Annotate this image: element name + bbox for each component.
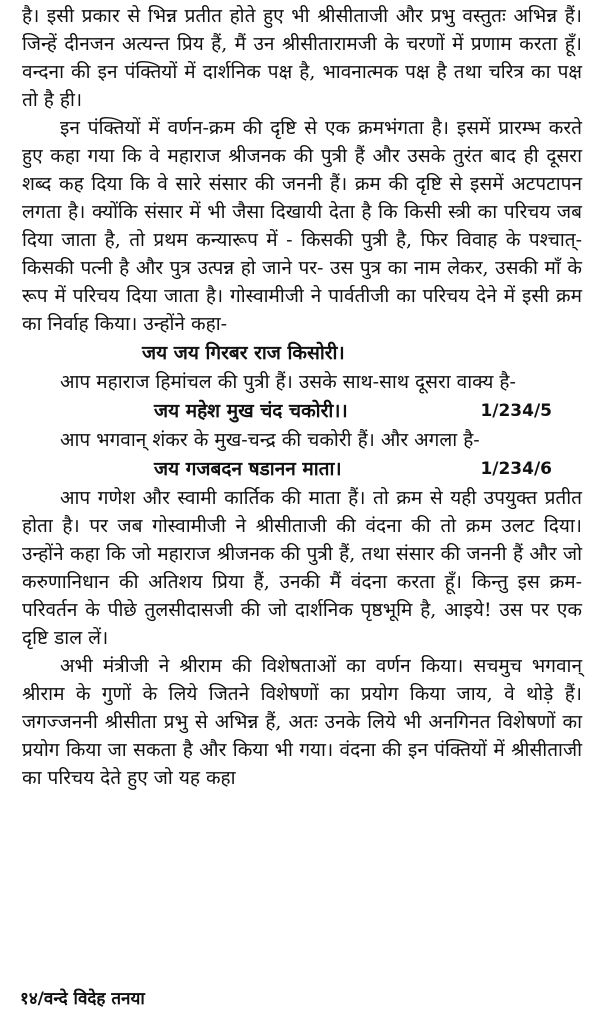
page-body	[22, 2, 582, 792]
verse-2-text: जय महेश मुख चंद चकोरी।।	[154, 400, 348, 422]
verse-2-reference: 1/234/5	[480, 401, 552, 421]
verse-3-text: जय गजबदन षडानन माता।	[154, 458, 342, 480]
paragraph-1: है। इसी प्रकार से भिन्न प्रतीत होते हुए भी श्रीसीताजी और प्रभु वस्तुतः अभिन्न हैं। जिन्हें दीनजन अत्यन्त प्रिय हैं, मैं उन श्रीसीतारामजी के चरणों में प्रणाम करता हूँ। वन्दना की इन पंक्तियों में दार्शनिक पक्ष है, भावनात्मक पक्ष है तथा चरित्र का पक्ष तो है ही।	[22, 5, 582, 111]
verse-3-reference: 1/234/6	[480, 459, 552, 479]
verse-1	[22, 338, 582, 368]
verse-1-text: जय जय गिरबर राज किसोरी।	[142, 342, 345, 364]
paragraph-4: आप भगवान् शंकर के मुख-चन्द्र की चकोरी हैं। और अगला है-	[60, 429, 480, 451]
verse-3	[22, 454, 582, 484]
paragraph-2: इन पंक्तियों में वर्णन-क्रम की दृष्टि से एक क्रमभंगता है। इसमें प्रारम्भ करते हुए कहा गया कि वे महाराज श्रीजनक की पुत्री हैं और उसके तुरंत बाद ही दूसरा शब्द कह दिया कि वे सारे संसार की जननी हैं। क्रम की दृष्टि से इसमें अटपटापन लगता है। क्योंकि संसार में भी जैसा दिखायी देता है कि किसी स्त्री का परिचय जब दिया जाता है, तो प्रथम कन्यारूप में - किसकी पुत्री है, फिर विवाह के पश्चात्- किसकी पत्नी है और पुत्र उत्पन्न हो जाने पर- उस पुत्र का नाम लेकर, उसकी माँ के रूप में परिचय दिया जाता है। गोस्वामीजी ने पार्वतीजी का परिचय देने में इसी क्रम का निर्वाह किया। उन्होंने कहा-	[22, 117, 582, 335]
verse-2	[22, 396, 582, 426]
paragraph-5: आप गणेश और स्वामी कार्तिक की माता हैं। तो क्रम से यही उपयुक्त प्रतीत होता है। पर जब गोस्वामीजी ने श्रीसीताजी की वंदना की तो क्रम उलट दिया। उन्होंने कहा कि जो महाराज श्रीजनक की पुत्री हैं, तथा संसार की जननी हैं और जो करुणानिधान की अतिशय प्रिया हैं, उनकी मैं वंदना करता हूँ। किन्तु इस क्रम-परिवर्तन के पीछे तुलसीदासजी की जो दार्शनिक पृष्ठभूमि है, आइये! उस पर एक दृष्टि डाल लें।	[22, 487, 582, 649]
paragraph-3: आप महाराज हिमांचल की पुत्री हैं। उसके साथ-साथ दूसरा वाक्य है-	[60, 371, 516, 393]
page-footer: १४/वन्दे विदेह तनया	[20, 989, 145, 1009]
paragraph-6: अभी मंत्रीजी ने श्रीराम की विशेषताओं का वर्णन किया। सचमुच भगवान् श्रीराम के गुणों के लिये जितने विशेषणों का प्रयोग किया जाय, वे थोड़े हैं। जगज्जननी श्रीसीता प्रभु से अभिन्न हैं, अतः उनके लिये भी अनगिनत विशेषणों का प्रयोग किया जा सकता है और किया भी गया। वंदना की इन पंक्तियों में श्रीसीताजी का परिचय देते हुए जो यह कहा	[22, 655, 582, 789]
